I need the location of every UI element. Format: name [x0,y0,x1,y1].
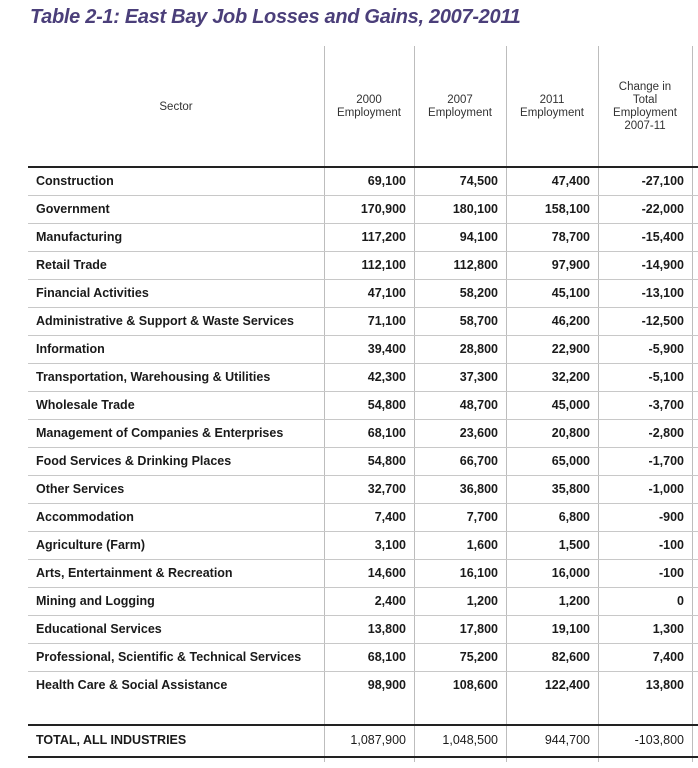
value-cell-y2011: 45,000 [551,398,590,412]
value-cell-change: 1,300 [652,622,684,636]
table-row [28,307,698,335]
value-cell-y2000: 68,100 [367,650,406,664]
value-cell-y2000: 32,700 [367,482,406,496]
value-cell-y2000: 71,100 [367,314,406,328]
table-title: Table 2-1: East Bay Job Losses and Gains, 2007-2011 [30,6,521,28]
total-change: -103,800 [634,733,684,747]
value-cell-y2007: 7,700 [466,510,498,524]
sector-cell: Health Care & Social Assistance [36,678,228,692]
table-row [28,279,698,307]
value-cell-y2000: 14,600 [367,566,406,580]
value-cell-y2011: 65,000 [551,454,590,468]
table-row [28,363,698,391]
value-cell-y2000: 3,100 [374,538,406,552]
value-cell-change: -900 [658,510,684,524]
sector-cell: Financial Activities [36,286,149,300]
value-cell-change: -15,400 [641,230,684,244]
value-cell-y2007: 112,800 [453,258,498,272]
sector-cell: Arts, Entertainment & Recreation [36,566,233,580]
sector-cell: Other Services [36,482,125,496]
value-cell-change: -5,100 [648,370,684,384]
table-row [28,531,698,559]
value-cell-y2007: 17,800 [459,622,498,636]
table-row [28,671,698,699]
value-cell-y2007: 66,700 [459,454,498,468]
value-cell-change: 7,400 [652,650,684,664]
header-change-2007-11: Change in Total Employment 2007-11 [613,81,677,132]
value-cell-change: 0 [677,594,684,608]
sector-cell: Transportation, Warehousing & Utilities [36,370,271,384]
table-row [28,447,698,475]
value-cell-y2011: 22,900 [551,342,590,356]
value-cell-y2007: 36,800 [459,482,498,496]
value-cell-y2007: 94,100 [459,230,498,244]
value-cell-y2000: 54,800 [367,454,406,468]
value-cell-change: -22,000 [641,202,684,216]
total-row [28,726,698,754]
value-cell-y2011: 16,000 [551,566,590,580]
value-cell-y2007: 58,200 [459,286,498,300]
value-cell-change: -3,700 [648,398,684,412]
sector-cell: Manufacturing [36,230,123,244]
sector-cell: Accommodation [36,510,134,524]
value-cell-y2000: 47,100 [367,286,406,300]
table-row [28,587,698,615]
sector-cell: Administrative & Support & Waste Services [36,314,294,328]
value-cell-y2011: 35,800 [551,482,590,496]
value-cell-change: -2,800 [648,426,684,440]
table-row [28,643,698,671]
table-row [28,475,698,503]
value-cell-y2011: 97,900 [551,258,590,272]
sector-cell: Mining and Logging [36,594,155,608]
sector-cell: Educational Services [36,622,162,636]
value-cell-y2000: 13,800 [367,622,406,636]
value-cell-y2011: 47,400 [551,174,590,188]
value-cell-y2000: 98,900 [367,678,406,692]
total-label: TOTAL, ALL INDUSTRIES [36,733,187,747]
table-row [28,195,698,223]
table-row [28,615,698,643]
value-cell-y2011: 45,100 [551,286,590,300]
header-sector: Sector [159,100,193,113]
value-cell-y2000: 54,800 [367,398,406,412]
value-cell-y2011: 1,500 [558,538,590,552]
table-row [28,503,698,531]
value-cell-y2011: 158,100 [544,202,590,216]
table-row [28,167,698,195]
value-cell-y2011: 82,600 [551,650,590,664]
value-cell-y2007: 28,800 [459,342,498,356]
value-cell-y2011: 32,200 [551,370,590,384]
header-2000-employment: 2000 Employment [337,94,401,119]
value-cell-change: -13,100 [641,286,684,300]
header-2007-employment: 2007 Employment [428,94,492,119]
value-cell-change: -14,900 [641,258,684,272]
sector-cell: Construction [36,174,114,188]
value-cell-change: -5,900 [648,342,684,356]
value-cell-y2007: 108,600 [452,678,498,692]
value-cell-y2000: 117,200 [361,230,406,244]
value-cell-y2011: 20,800 [551,426,590,440]
sector-cell: Management of Companies & Enterprises [36,426,284,440]
value-cell-y2000: 69,100 [367,174,406,188]
value-cell-y2007: 37,300 [459,370,498,384]
table-row [28,251,698,279]
value-cell-y2011: 46,200 [551,314,590,328]
value-cell-change: 13,800 [645,678,684,692]
value-cell-y2011: 122,400 [544,678,590,692]
table-row [28,335,698,363]
value-cell-y2000: 2,400 [374,594,406,608]
sector-cell: Wholesale Trade [36,398,135,412]
value-cell-y2000: 39,400 [367,342,406,356]
table-row [28,419,698,447]
sector-cell: Professional, Scientific & Technical Services [36,650,302,664]
sector-cell: Government [36,202,110,216]
sector-cell: Agriculture (Farm) [36,538,146,552]
sector-cell: Information [36,342,105,356]
value-cell-change: -27,100 [641,174,684,188]
value-cell-y2011: 6,800 [558,510,590,524]
value-cell-y2007: 48,700 [459,398,498,412]
employment-table [28,46,698,762]
value-cell-change: -100 [658,566,684,580]
value-cell-y2007: 1,600 [466,538,498,552]
value-cell-y2007: 74,500 [459,174,498,188]
value-cell-change: -1,700 [648,454,684,468]
table-row [28,223,698,251]
header-2011-employment: 2011 Employment [520,94,584,119]
table-row [28,391,698,419]
value-cell-y2000: 7,400 [374,510,406,524]
value-cell-y2007: 23,600 [459,426,498,440]
value-cell-y2007: 58,700 [459,314,498,328]
total-rule-bottom [28,756,698,758]
value-cell-y2011: 1,200 [558,594,590,608]
total-2011: 944,700 [544,733,590,747]
value-cell-y2000: 42,300 [367,370,406,384]
value-cell-change: -1,000 [648,482,684,496]
value-cell-y2007: 180,100 [452,202,498,216]
value-cell-change: -12,500 [641,314,684,328]
value-cell-y2007: 1,200 [466,594,498,608]
value-cell-y2011: 78,700 [551,230,590,244]
total-2007: 1,048,500 [442,733,498,747]
value-cell-y2000: 112,100 [361,258,406,272]
sector-cell: Food Services & Drinking Places [36,454,232,468]
value-cell-y2007: 75,200 [459,650,498,664]
value-cell-y2007: 16,100 [459,566,498,580]
value-cell-y2011: 19,100 [551,622,590,636]
value-cell-y2000: 170,900 [360,202,406,216]
value-cell-y2000: 68,100 [367,426,406,440]
total-2000: 1,087,900 [350,733,406,747]
value-cell-change: -100 [658,538,684,552]
sector-cell: Retail Trade [36,258,107,272]
table-row [28,559,698,587]
